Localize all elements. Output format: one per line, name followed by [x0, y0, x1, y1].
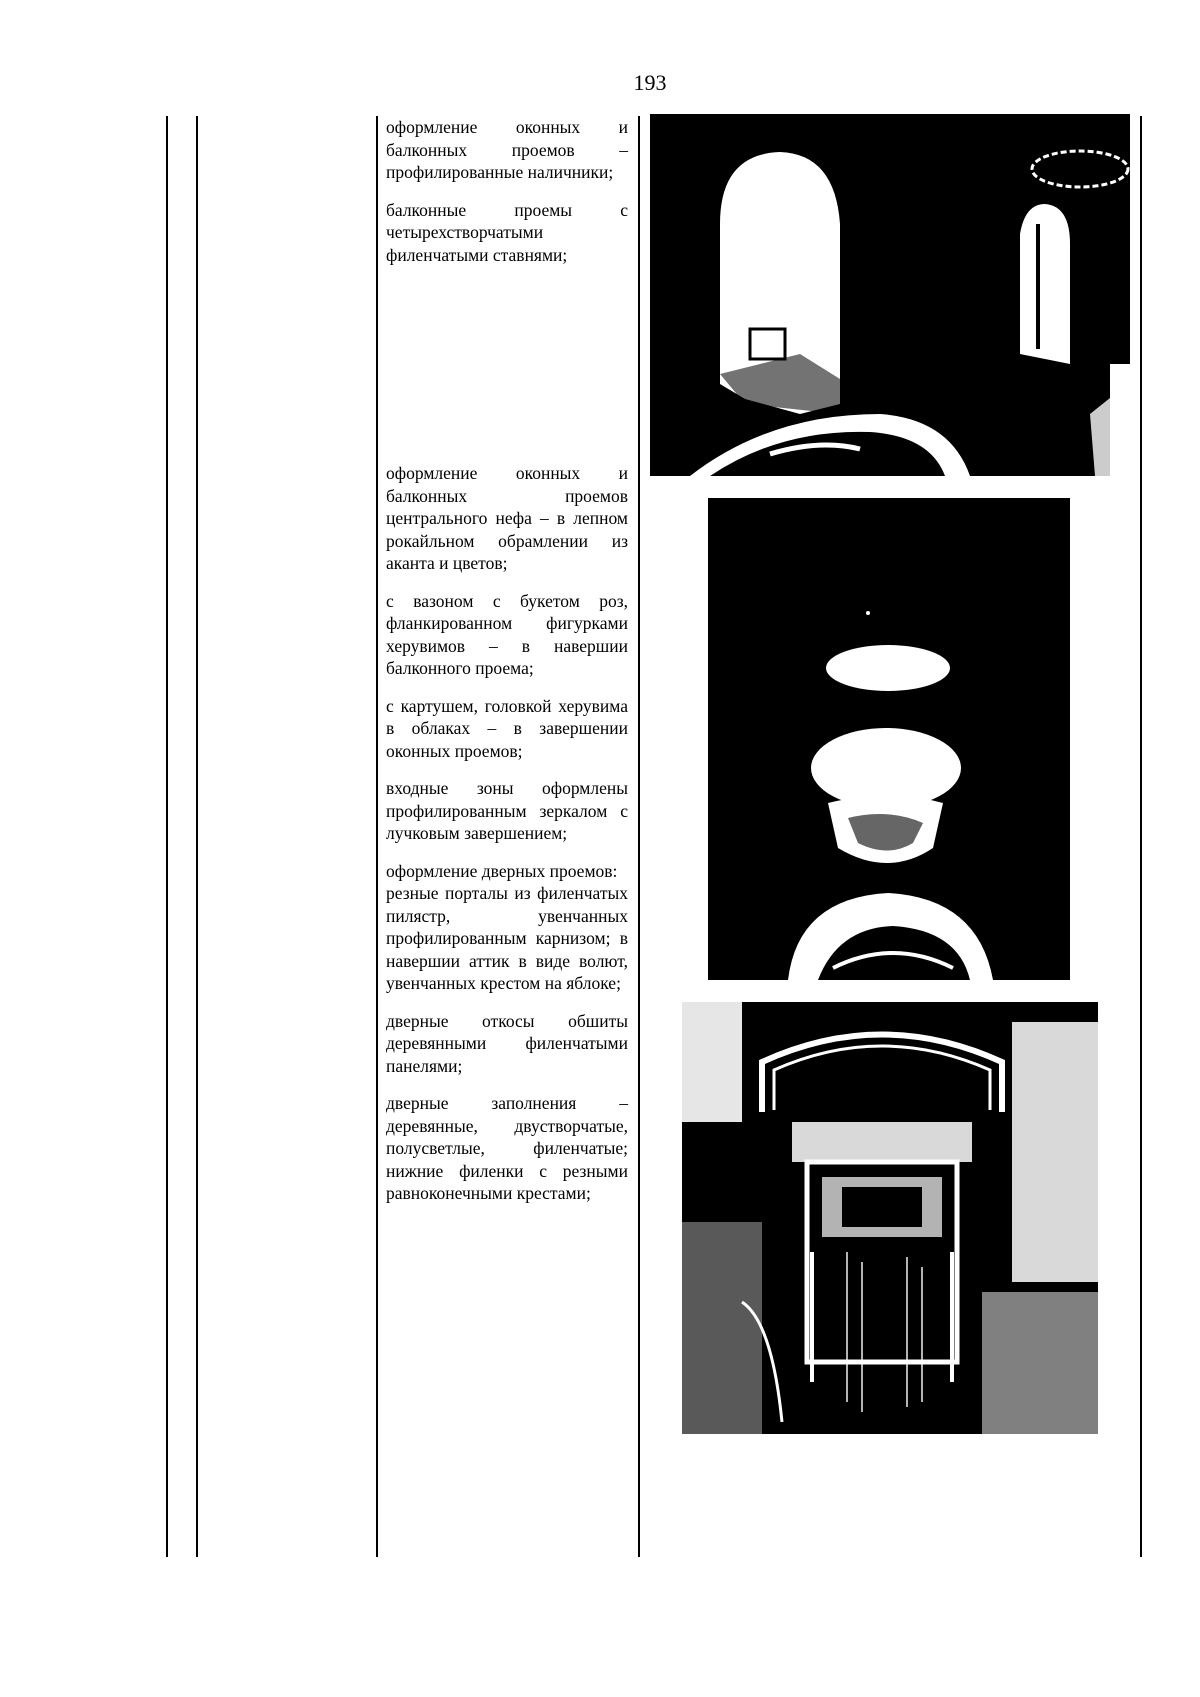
photo-door-portal — [682, 1002, 1098, 1434]
table-column-divider-3 — [638, 116, 640, 1557]
description-item: с вазоном с букетом роз, фланкированном фигурками херувимов – в навершии балконного проема; — [386, 590, 628, 678]
description-item: дверные откосы обшиты деревянными филенчатыми панелями; — [386, 1010, 628, 1076]
description-item: резные порталы из филенчатых пилястр, увенчанных профилированным карнизом; в навершии аттик в виде волют, увенчанных крестом на яблоке; — [386, 883, 628, 993]
description-item: оформление дверных проемов: — [386, 860, 618, 881]
description-item: дверные заполнения – деревянные, двустворчатые, полусветлые, филенчатые; нижние филенки с резными равноконечными крестами; — [386, 1093, 628, 1203]
photo-ceiling-medallions — [708, 498, 1070, 980]
description-column — [386, 116, 628, 1205]
description-item: балконные проемы с четырехстворчатыми филенчатыми ставнями; — [386, 199, 628, 265]
table-column-divider-1 — [196, 116, 198, 1557]
description-item: входные зоны оформлены профилированным зеркалом с лучковым завершением; — [386, 778, 628, 843]
page-number: 193 — [633, 70, 667, 95]
description-item: оформление оконных и балконных проемов центрального нефа – в лепном рокайльном обрамлении из аканта и цветов; — [386, 463, 628, 573]
table-column-divider-2 — [376, 116, 378, 1557]
photo-balcony-windows — [650, 114, 1130, 476]
table-border-right — [1140, 116, 1142, 1557]
description-item: с картушем, головкой херувима в облаках – в завершении оконных проемов; — [386, 695, 628, 761]
description-item: оформление оконных и балконных проемов – профилированные наличники; — [386, 117, 628, 182]
table-border-left — [166, 116, 168, 1557]
